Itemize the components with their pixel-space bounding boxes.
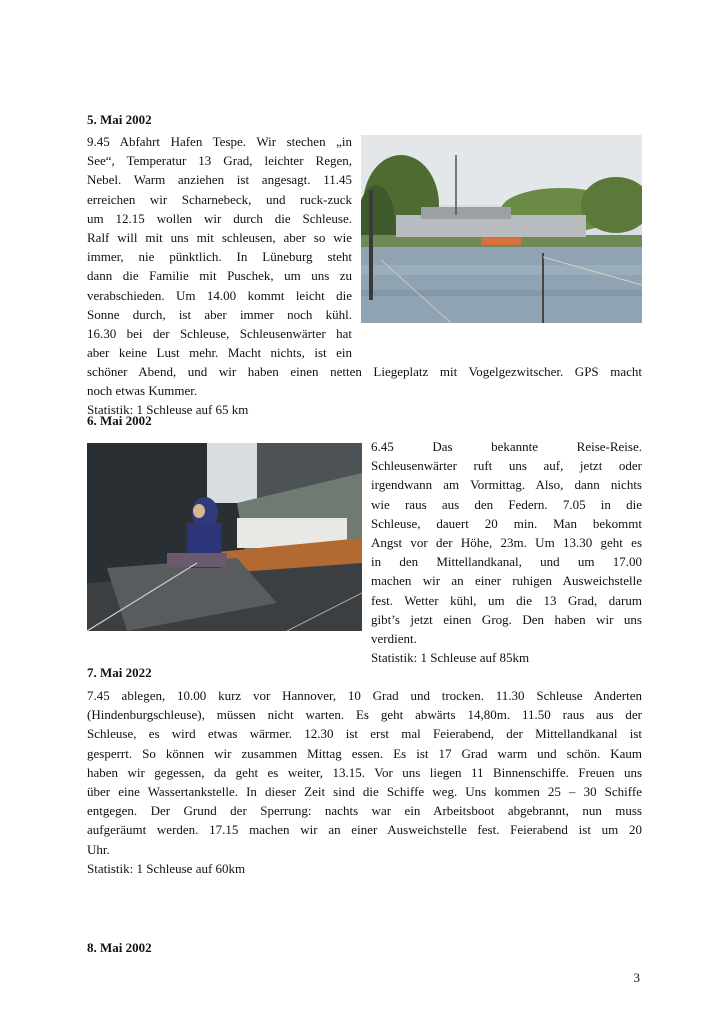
harbour-photo: [361, 135, 642, 323]
text-line: immer, nie pünktlich. In Lüneburg steht: [87, 249, 352, 265]
text-line: Ralf will mit uns mit schleusen, aber so wie: [87, 230, 352, 246]
text-line: entgegen. Der Grund der Sperrung: nachts war ein Arbeitsboot abgebrannt, nun muss: [87, 803, 642, 819]
text-line: um 12.15 wollen wir durch die Schleuse.: [87, 210, 352, 226]
text-line: verabschieden. Um 14.00 kommt leicht die: [87, 287, 352, 303]
text-line: noch etwas Kummer.: [87, 383, 198, 399]
text-line: Uhr.: [87, 841, 110, 857]
text-line: Angst vor der Höhe, 23m. Um 13.30 geht es: [371, 535, 642, 551]
text-line: in den Mittellandkanal, und um 17.00: [371, 554, 642, 570]
text-line: gibt’s jetzt einen Grog. Den haben wir uns: [371, 611, 642, 627]
text-line: Schleuse, dauert 20 min. Man bekommt: [371, 515, 642, 531]
text-line: erreichen wir Scharnebeck, und ruck-zuck: [87, 191, 352, 207]
text-line: See“, Temperatur 13 Grad, leichter Regen,: [87, 153, 352, 169]
text-line: 7.45 ablegen, 10.00 kurz vor Hannover, 10 Grad und trocken. 11.30 Schleuse Anderten: [87, 688, 642, 703]
statistic-line: Statistik: 1 Schleuse auf 65 km: [87, 402, 249, 418]
lock-chamber-photo: [87, 443, 362, 631]
text-line: Schleusenwärter ruft uns auf, jetzt oder: [371, 458, 642, 474]
text-line: Sonne durch, ist aber immer noch kühl.: [87, 306, 352, 322]
text-line: wie raus aus den Federn. 7.05 in die: [371, 496, 642, 512]
text-line: 16.30 bei der Schleuse, Schleusenwärter hat: [87, 326, 352, 342]
text-line: gesperrt. So können wir zusammen Mittag essen. Es ist 17 Grad warm und schön. Kaum: [87, 745, 642, 761]
entry-text-2-wrapped: [371, 437, 642, 667]
text-line: 6.45 Das bekannte Reise-Reise.: [371, 439, 642, 454]
text-line: über eine Wassertankstelle. In dieser Zeit sind die Schiffe weg. Uns kommen 25 – 30 Schiffe: [87, 784, 642, 800]
text-line: haben wir gegessen, da geht es weiter, 13.15. Vor uns liegen 11 Binnenschiffe. Freuen uns: [87, 764, 642, 780]
entry-text-1-wrapped: [87, 132, 352, 362]
statistic-line: Statistik: 1 Schleuse auf 60km: [87, 860, 246, 876]
text-line: aufgeräumt werden. 17.15 machen wir an einer Ausweichstelle fest. Feierabend ist um 20: [87, 822, 642, 838]
entry-date-3: 7. Mai 2022: [87, 665, 152, 680]
entry-text-1-full: [87, 362, 642, 420]
text-line: 9.45 Abfahrt Hafen Tespe. Wir stechen „in: [87, 134, 352, 149]
statistic-line: Statistik: 1 Schleuse auf 85km: [371, 650, 530, 666]
text-line: schöner Abend, und wir haben einen netten Liegeplatz mit Vogelgezwitscher. GPS macht: [87, 364, 642, 379]
entry-date-1: 5. Mai 2002: [87, 112, 152, 127]
text-line: machen wir an einer ruhigen Ausweichstelle: [371, 573, 642, 589]
text-line: fest. Wetter kühl, um die 13 Grad, darum: [371, 592, 642, 608]
text-line: verdient.: [371, 631, 417, 647]
text-line: Schleuse, es wird etwas wärmer. 12.30 ist erst mal Feierabend, der Mittellandkanal ist: [87, 726, 642, 742]
text-line: aber keine Lust mehr. Macht nichts, ist ein: [87, 345, 352, 361]
page-number: 3: [633, 970, 640, 985]
entry-date-2: 6. Mai 2002: [87, 413, 152, 428]
text-line: (Hindenburgschleuse), müssen nicht warten. Es geht abwärts 14,80m. 11.50 raus aus der: [87, 707, 642, 723]
entry-text-3: [87, 686, 642, 878]
text-line: dann die Familie mit Puschek, um uns zu: [87, 268, 352, 284]
entry-date-4: 8. Mai 2002: [87, 940, 152, 955]
text-line: irgendwann am Vormittag. Also, dann nichts: [371, 477, 642, 493]
text-line: Nebel. Warm anziehen ist angesagt. 11.45: [87, 172, 352, 188]
